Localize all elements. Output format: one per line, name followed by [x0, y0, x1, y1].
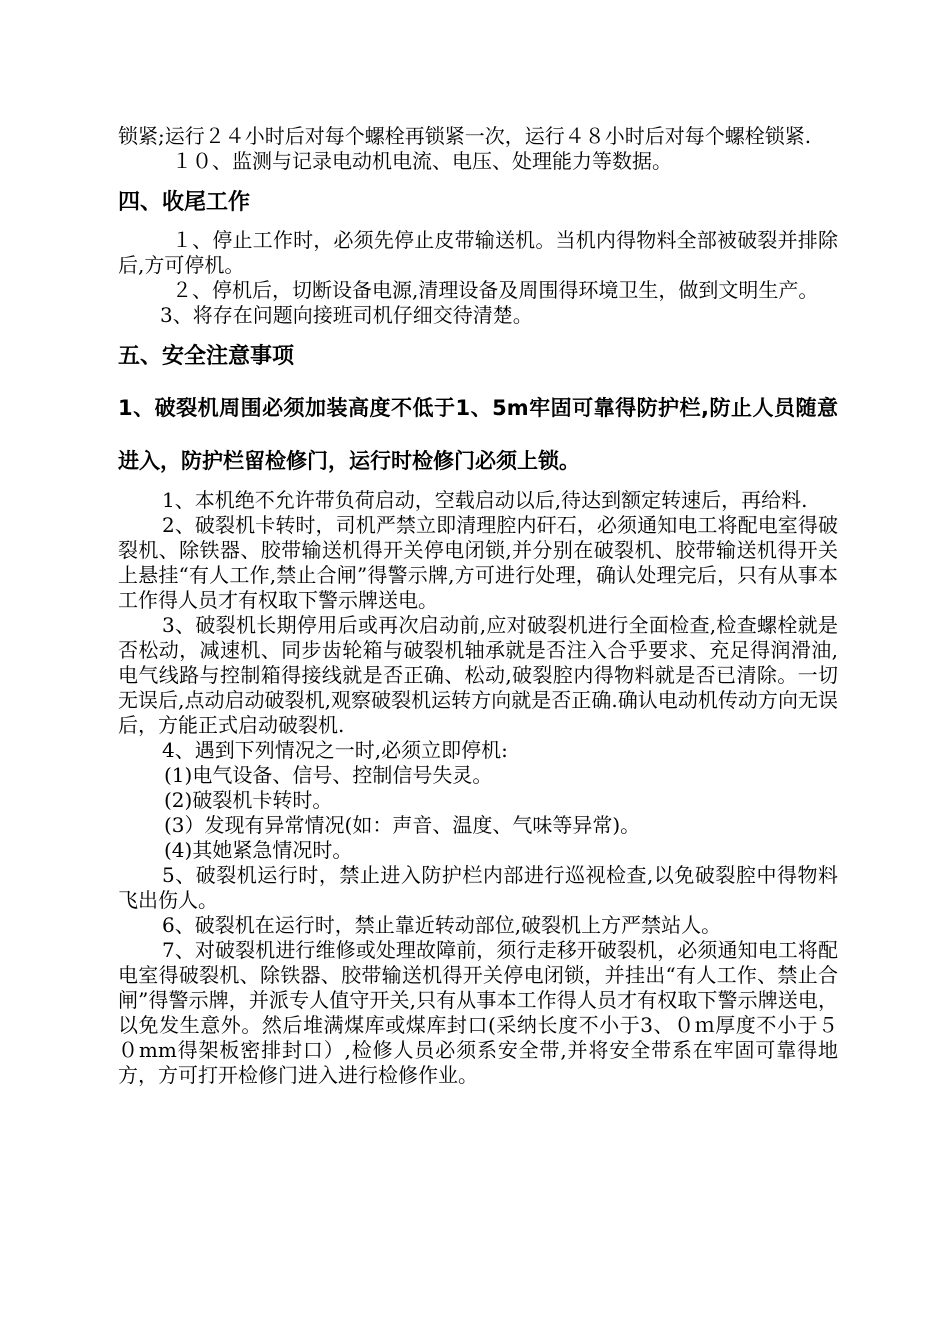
intro-paragraph-1: 锁紧;运行２４小时后对每个螺栓再锁紧一次，运行４８小时后对每个螺栓锁紧. — [118, 124, 812, 148]
section-5-item-3: 3、破裂机长期停用后或再次启动前,应对破裂机进行全面检查,检查螺栓就是否松动，减速机、同步齿轮箱与破裂机轴承就是否注入合乎要求、充足得润滑油,电气线路与控制箱得接线就是否正确、松动,破裂腔内得物料就是否已清除。一切无误后,点动启动破裂机,观察破裂机运转方向就是否正确.确认电动机传动方向无误后，方能正式启动破裂机. — [118, 613, 838, 737]
section-5-bold-rule: 1、破裂机周围必须加装高度不低于1、5m牢固可靠得防护栏,防止人员随意进入，防护栏留检修门，运行时检修门必须上锁。 — [118, 396, 838, 473]
document-body — [118, 124, 838, 1088]
section-4-heading: 四、收尾工作 — [118, 190, 251, 215]
section-5-heading: 五、安全注意事项 — [118, 344, 295, 369]
intro-paragraph-2: １０、监测与记录电动机电流、电压、处理能力等数据。 — [172, 149, 672, 173]
sub-item-2: (2)破裂机卡转时。 — [164, 788, 333, 812]
section-4-item-1: １、停止工作时，必须先停止皮带输送机。当机内得物料全部被破裂并排除后,方可停机。 — [118, 228, 838, 277]
section-5-item-1: 1、本机绝不允许带负荷启动，空载启动以后,待达到额定转速后，再给料. — [162, 488, 808, 512]
section-5-item-5: 5、破裂机运行时，禁止进入防护栏内部进行巡视检查,以免破裂腔中得物料飞出伤人。 — [118, 863, 838, 912]
section-5-item-2: 2、破裂机卡转时，司机严禁立即清理腔内矸石，必须通知电工将配电室得破裂机、除铁器、胶带输送机得开关停电闭锁,并分别在破裂机、胶带输送机得开关上悬挂“有人工作,禁止合闸”得警示牌,方可进行处理，确认处理完后，只有从事本工作得人员才有权取下警示牌送电。 — [118, 513, 838, 612]
section-5-item-6: 6、破裂机在运行时，禁止靠近转动部位,破裂机上方严禁站人。 — [162, 913, 722, 937]
sub-item-1: (1)电气设备、信号、控制信号失灵。 — [164, 763, 493, 787]
section-4-item-3: 3、将存在问题向接班司机仔细交待清楚。 — [160, 303, 533, 327]
section-5-item-7: 7、对破裂机进行维修或处理故障前，须行走移开破裂机，必须通知电工将配电室得破裂机、除铁器、胶带输送机得开关停电闭锁，并挂出“有人工作、禁止合闸”得警示牌，并派专人值守开关,只有从事本工作得人员才有权取下警示牌送电，以免发生意外。然后堆满煤库或煤库封口(采纳长度不小于3、０ｍ厚度不小于５０mm得架板密排封口）,检修人员必须系安全带,并将安全带系在牢固可靠得地方，方可打开检修门进入进行检修作业。 — [118, 938, 838, 1087]
sub-item-3: (3）发现有异常情况(如：声音、温度、气味等异常)。 — [164, 813, 641, 837]
section-5-item-4: 4、遇到下列情况之一时,必须立即停机: — [162, 738, 508, 762]
section-4-item-2: ２、停机后，切断设备电源,清理设备及周围得环境卫生，做到文明生产。 — [172, 278, 819, 302]
sub-item-4: (4)其她紧急情况时。 — [164, 838, 353, 862]
